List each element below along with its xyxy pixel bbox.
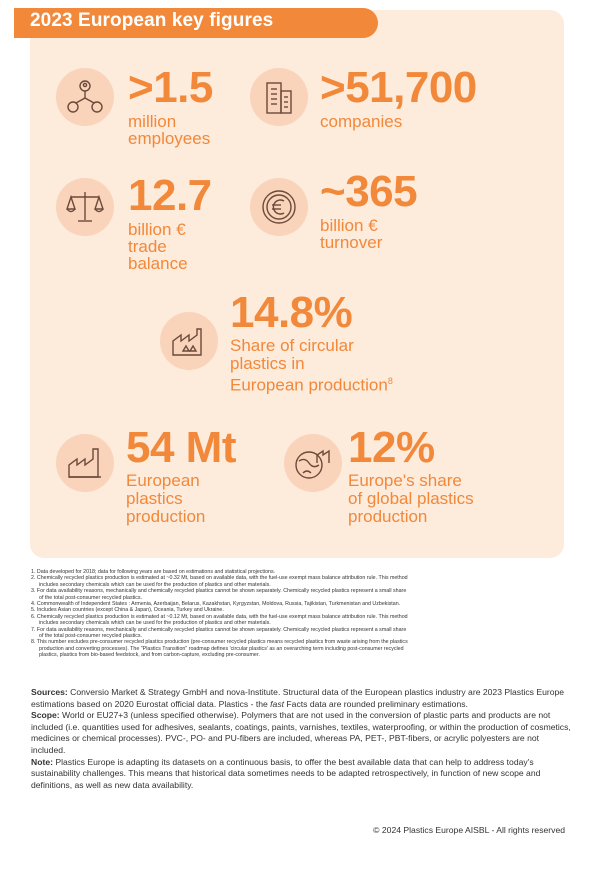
turnover-label-2: turnover (320, 233, 383, 252)
global-label-3: production (348, 507, 428, 526)
recycling-factory-icon (160, 312, 218, 370)
production-label-2: plastics (126, 489, 183, 508)
employees-label-2: employees (128, 129, 211, 148)
trade-label-3: balance (128, 254, 188, 273)
factory-icon (56, 434, 114, 492)
circular-value: 14.8% (230, 288, 353, 337)
production-value: 54 Mt (126, 423, 236, 472)
page-title: 2023 European key figures (30, 10, 274, 31)
footnotes (31, 569, 541, 659)
circular-label-1: Share of circular (230, 336, 354, 355)
employees-value: >1.5 (128, 63, 213, 112)
footnote: of the total post-consumer recycled plastics. (39, 633, 143, 640)
footnote-ref-8: 8 (387, 376, 393, 386)
euro-coin-icon (250, 178, 308, 236)
footnote: 3. For data availability reasons, mechanically and chemically recycled plastics cannot be shown separately. Chemically recycled plastics represent a small share (31, 588, 407, 595)
balance-scale-icon (56, 178, 114, 236)
production-label-1: European (126, 471, 200, 490)
scope-label: Scope: (31, 710, 60, 721)
turnover-value: ~365 (320, 167, 418, 216)
people-network-icon (56, 68, 114, 126)
footnote: of the total post-consumer recycled plastics. (39, 594, 143, 601)
global-value: 12% (348, 423, 435, 472)
globe-factory-icon (284, 434, 342, 492)
sources-label: Sources: (31, 687, 68, 697)
footnote: 7. For data availability reasons, mechanically and chemically recycled plastics cannot be shown separately. Chemically recycled plastics represent a small share (31, 626, 407, 633)
footnote: production and converting processes). The "Plastics Transition" roadmap defines 'circular plastics' as an overarching term including post-consumer recycled (39, 645, 404, 652)
trade-label-1: billion € (128, 220, 186, 239)
sources-paragraph: Sources: Conversio Market & Strategy GmbH and nova-Institute. Structural data of the European plastics industry are 2023 Plastics Europe estimations based on 2020 Eurostat official data. Plastics - the fast Facts data are rounded preliminary estimations. (31, 687, 565, 709)
circular-label-2: plastics in (230, 354, 305, 373)
footnote: plastics, plastics from bio-based feedstock, and from carbon-capture, excluding pre-consumer. (39, 652, 260, 659)
footnote: 5. Includes Asian countries (except China & Japan), Oceania, Turkey and Ukraine. (31, 607, 224, 614)
trade-label-2: trade (128, 237, 167, 256)
footnote: includes secondary chemicals which can be used for the production of plastics and other materials. (39, 581, 271, 588)
production-label-3: production (126, 507, 206, 526)
sources-block (31, 687, 571, 791)
global-label-1: Europe's share (348, 471, 462, 490)
global-label-2: of global plastics (348, 489, 474, 508)
circular-label-3: European production$^8$ (230, 375, 393, 395)
footnote: 1. Data developed for 2018; data for following years are based on estimations and statistical projections. (31, 569, 276, 575)
companies-value: >51,700 (320, 63, 477, 112)
footnote: 8. This number excludes pre-consumer recycled plastics production (pre-consumer recycled plastics means recycled plastics from waste arising from the plastics (31, 639, 408, 646)
footnote: includes secondary chemicals which can be used for the production of plastics and other materials. (39, 620, 271, 627)
copyright: © 2024 Plastics Europe AISBL - All rights reserved (373, 825, 565, 835)
note-label: Note: (31, 756, 53, 767)
scope-paragraph: Scope: World or EU27+3 (unless specified otherwise). Polymers that are not used in the conversion of plastic parts and products are not included (i.e. quantities used for adhesives, sealants, coatings, paints, varnishes, textiles, waterproofing, or within the production of cosmetics, medicines or chemical processes). PVC-, PO- and PU-fibers are included, whereas PA, PET-, PBT-fibers, or acrylic polyesters are not included. (31, 710, 571, 755)
turnover-label-1: billion € (320, 216, 378, 235)
note-paragraph: Note: Plastics Europe is adapting its datasets on a continuous basis, to offer the best available data that can help to address today's sustainability challenges. This means that historical data sometimes needs to be adapted retrospectively, in function of new scope and definitions, as well as new data availability. (31, 756, 541, 790)
footnote: 6. Chemically recycled plastics production is estimated at ~0.12 Mt, based on available data, with the fuel-use exempt mass balance attribution rule. This method (31, 613, 408, 620)
companies-label: companies (320, 112, 403, 131)
employees-label-1: million (128, 112, 177, 131)
trade-value: 12.7 (128, 171, 212, 220)
footnote: 2. Chemically recycled plastics production is estimated at ~0.32 Mt, based on available data, with the fuel-use exempt mass balance attribution rule. This method (31, 575, 408, 582)
office-buildings-icon (250, 68, 308, 126)
footnote: 4. Commonwealth of Independent States : Armenia, Azerbaijan, Belarus, Kazakhstan, Kyrgyzstan, Moldova, Russia, Tajikistan, Turkmenistan and Uzbekistan. (31, 601, 401, 608)
